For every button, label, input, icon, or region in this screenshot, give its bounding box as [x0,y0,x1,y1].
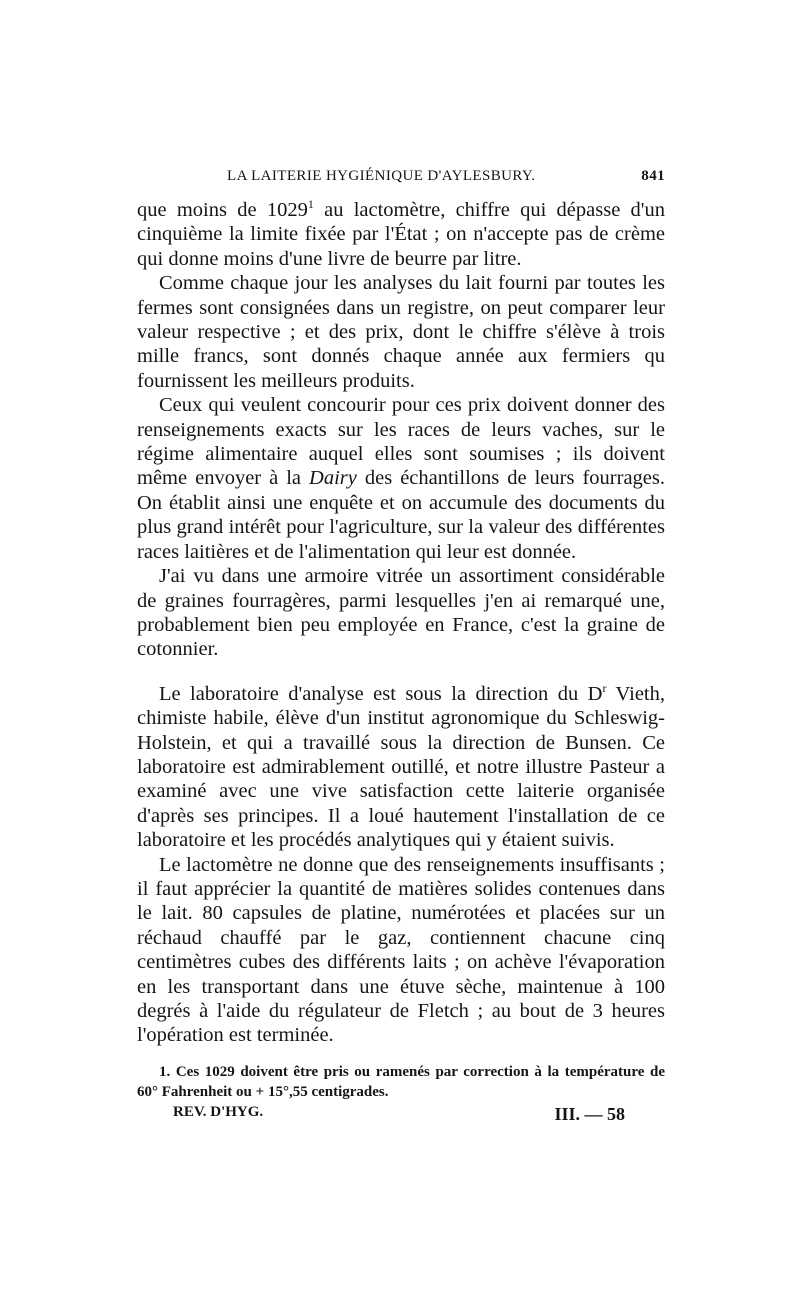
paragraph-3-start: Ceux qui veulent concourir pour ces prix doivent donner des renseignements exacts sur les races de leurs vaches, sur le régime alimentaire auquel elles sont soumises ; ils doivent même envoyer à la [137,394,665,490]
running-title: LA LAITERIE HYGIÉNIQUE D'AYLESBURY. [227,168,536,184]
printer-signature [137,1104,665,1125]
paragraph-5 [137,682,665,853]
paragraph-3 [137,393,665,564]
page-number: 841 [641,168,665,184]
paragraph-1-rest: au lactomètre, chiffre qui dépasse d'un cinquième la limite fixée par l'État ; on n'accepte pas de crème qui donne moins d'une livre de beurre par litre. [137,199,665,270]
paragraph-6: Le lactomètre ne donne que des renseignements insuffisants ; il faut apprécier la quantité de matières solides contenues dans le lait. 80 capsules de platine, numérotées et placées sur un réchaud chauffé par le gaz, contiennent chacune cinq centimètres cubes des différents laits ; on achève l'évaporation en les transportant dans une étuve sèche, maintenue à 100 degrés à l'aide du régulateur de Fletch ; au bout de 3 heures l'opération est terminée. [137,853,665,1047]
body-text [137,198,665,1048]
paragraph-1-start: que moins de 1029 [137,199,308,221]
paragraph-2: Comme chaque jour les analyses du lait fourni par toutes les fermes sont consignées dans un registre, on peut comparer leur valeur respective ; et des prix, dont le chiffre s'élève à trois mille francs, sont donnés chaque année aux fermiers qu fournissent les meilleurs produits. [137,272,665,392]
footnote-ref: 1 [307,197,314,212]
paragraph-3-rest: des échantillons de leurs fourrages. On établit ainsi une enquête et on accumule des documents du plus grand intérêt pour l'agriculture, sur la valeur des différentes races laitières et de l'alimentation qui leur est donnée. [137,467,665,563]
doctor-superscript: r [602,680,607,695]
paragraph-1 [137,198,665,271]
dairy-italic: Dairy [309,467,357,490]
paragraph-5-start: Le laboratoire d'analyse est sous la direction du D [159,682,603,705]
running-head [137,168,665,198]
paragraph-4: J'ai vu dans une armoire vitrée un assortiment considérable de graines fourragères, parmi lesquelles j'en ai remarqué une, probablement bien peu employée en France, c'est la graine de cotonnier. [137,565,665,661]
page [137,168,665,1125]
footnote: 1. Ces 1029 doivent être pris ou ramenés par correction à la température de 60° Fahrenheit ou + 15°,55 centigrades. [137,1063,665,1100]
journal-abbrev: REV. D'HYG. [173,1103,264,1120]
sheet-number: III. — 58 [554,1103,625,1124]
paragraph-5-rest: Vieth, chimiste habile, élève d'un institut agronomique du Schleswig-Holstein, et qui a travaillé sous la direction de Bunsen. Ce laboratoire est admirablement outillé, et notre illustre Pasteur a examiné avec une vive satisfaction cette laiterie organisée d'après ses principes. Il a loué hautement l'installation de ce laboratoire et les procédés analytiques qui y étaient suivis. [137,682,665,852]
